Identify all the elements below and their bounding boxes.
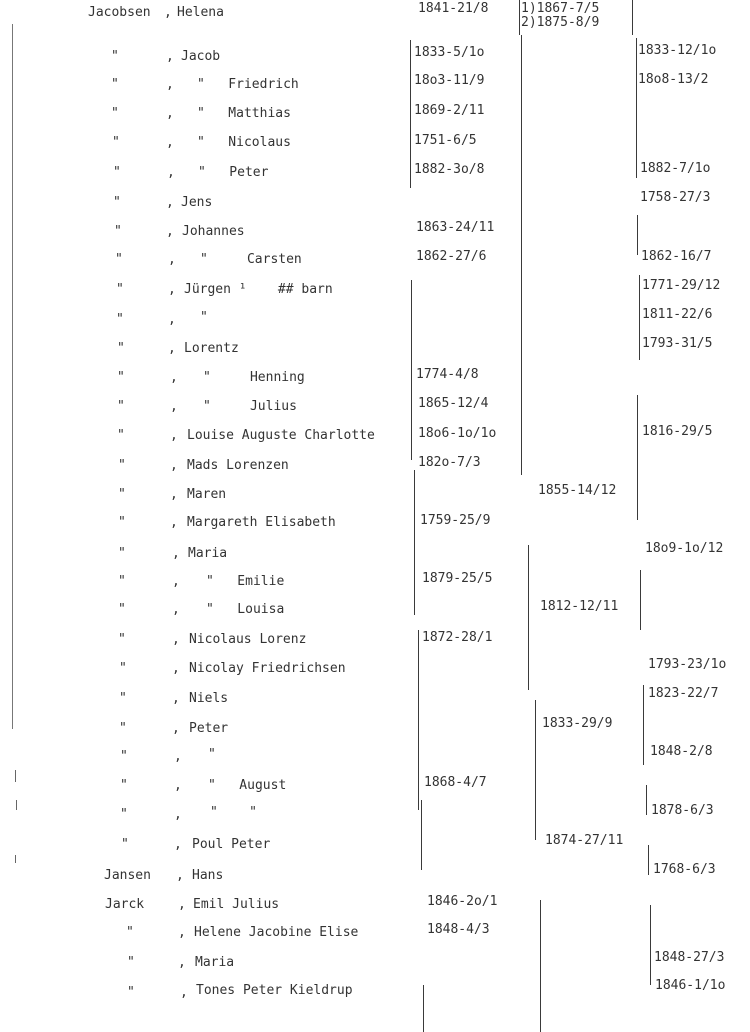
given-name: Helena [177,5,224,20]
date-col1: 1879-25/5 [422,571,493,586]
given-name: Tones Peter Kieldrup [196,983,353,998]
ditto-mark: " [120,778,128,793]
comma: , [170,515,178,530]
col3-rule [632,0,633,35]
col2-rule [519,0,520,35]
date-col2: 1833-29/9 [542,716,613,731]
col3-rule [650,905,651,985]
given-name: Emil Julius [193,897,280,912]
comma: , [178,925,186,940]
col2-rule [535,700,536,840]
date-col1: 1872-28/1 [422,630,493,645]
given-name: " Carsten [200,252,302,267]
given-name: Maria [188,546,228,561]
col3-rule [640,570,641,630]
given-name: " Louisa [206,602,285,617]
comma: , [172,661,180,676]
ditto-mark: " [127,985,135,1000]
comma: , [166,106,174,121]
date-col3: 1882-7/1o [640,161,711,176]
date-col3: 1846-1/1o [655,978,726,993]
ditto-mark: " [117,428,125,443]
comma: , [168,341,176,356]
date-col3: 1816-29/5 [642,424,713,439]
date-col3: 1823-22/7 [648,686,719,701]
surname: Jacobsen [88,5,151,20]
comma: , [166,77,174,92]
date-col3: 1793-31/5 [642,336,713,351]
col2-rule [528,545,529,690]
comma: , [166,224,174,239]
date-col2: 1)1867-7/5 [521,1,600,16]
given-name: Jacob [181,49,221,64]
given-name: Hans [192,868,224,883]
date-col2: 1874-27/11 [545,833,624,848]
given-name: Mads Lorenzen [187,458,289,473]
comma: , [166,195,174,210]
col3-rule [646,785,647,815]
margin-mark [16,800,17,810]
given-name: " Matthias [197,106,291,121]
comma: , [166,49,174,64]
given-name: " [200,310,208,325]
ditto-mark: " [111,49,119,64]
col1-rule [410,40,411,188]
ditto-mark: " [111,106,119,121]
comma: , [168,252,176,267]
comma: , [170,399,178,414]
given-name: Lorentz [184,341,239,356]
given-name: Nicolay Friedrichsen [189,661,346,676]
col3-rule [636,38,637,178]
col1-rule [423,985,424,1032]
ditto-mark: " [118,546,126,561]
comma: , [174,837,182,852]
comma: , [168,282,176,297]
comma: , [178,897,186,912]
col2-rule [521,35,522,475]
ditto-mark: " [115,252,123,267]
date-col3: 1878-6/3 [651,803,714,818]
col3-rule [637,395,638,520]
date-col1: 1774-4/8 [416,367,479,382]
ditto-mark: " [118,574,126,589]
comma: , [172,546,180,561]
date-col2: 1812-12/11 [540,599,619,614]
given-name: Peter [189,721,229,736]
date-col3: 1811-22/6 [642,307,713,322]
date-col3: 18o9-1o/12 [645,541,724,556]
given-name: " Nicolaus [197,135,291,150]
date-col1: 1759-25/9 [420,513,491,528]
date-col3: 1771-29/12 [642,278,721,293]
date-col1: 1846-2o/1 [427,894,498,909]
given-name: Maria [195,955,235,970]
ditto-mark: " [119,661,127,676]
date-col2-second: 2)1875-8/9 [521,15,600,30]
ditto-mark: " [114,224,122,239]
comma: , [172,721,180,736]
comma: , [170,487,178,502]
ditto-mark: " [126,925,134,940]
given-name: Johannes [182,224,245,239]
ditto-mark: " [119,721,127,736]
comma: , [170,370,178,385]
date-col1: 1868-4/7 [424,775,487,790]
ditto-mark: " [117,341,125,356]
given-name: Helene Jacobine Elise [194,925,359,940]
given-name: Nicolaus Lorenz [189,632,307,647]
date-col1: 1863-24/11 [416,220,495,235]
given-name: Margareth Elisabeth [187,515,336,530]
date-col3: 18o8-13/2 [638,72,709,87]
col2-rule [540,900,541,1032]
date-col1: 1882-3o/8 [414,162,485,177]
given-name: Poul Peter [192,837,271,852]
comma: , [176,868,184,883]
given-name: Louise Auguste Charlotte [187,428,375,443]
col3-rule [643,685,644,765]
ditto-mark: " [118,632,126,647]
ditto-mark: " [113,165,121,180]
comma: , [178,955,186,970]
date-col1: 18o6-1o/1o [418,426,497,441]
comma: , [174,749,182,764]
col1-rule [418,630,419,810]
date-col3: 1848-27/3 [654,950,725,965]
comma: , [174,778,182,793]
given-name: " Friedrich [197,77,299,92]
comma: , [164,5,172,20]
comma: , [174,807,182,822]
ditto-mark: " [120,749,128,764]
given-name: " Emilie [206,574,285,589]
surname: Jansen [104,868,151,883]
date-col3: 1793-23/1o [648,657,727,672]
date-col2: 1855-14/12 [538,483,617,498]
date-col1: 1862-27/6 [416,249,487,264]
margin-mark [15,770,16,782]
ditto-mark: " [118,458,126,473]
col1-rule [414,470,415,615]
ditto-mark: " [116,282,124,297]
comma: , [180,985,188,1000]
given-name: " [208,747,216,762]
ditto-mark: " [118,602,126,617]
col3-rule [637,215,638,255]
date-col3: 1768-6/3 [653,862,716,877]
ditto-mark: " [112,135,120,150]
given-name: Jürgen ¹ ## barn [184,282,333,297]
comma: , [170,428,178,443]
date-col3: 1833-12/1o [638,43,717,58]
date-col1: 1848-4/3 [427,922,490,937]
left-margin-rule [12,24,13,729]
comma: , [172,574,180,589]
ditto-mark: " [117,399,125,414]
ditto-mark: " [119,691,127,706]
date-col1: 18o3-11/9 [414,73,485,88]
surname: Jarck [105,897,145,912]
date-col1: 1865-12/4 [418,396,489,411]
ditto-mark: " [111,77,119,92]
col1-rule [421,800,422,870]
ditto-mark: " [116,312,124,327]
ditto-mark: " [113,195,121,210]
comma: , [172,602,180,617]
date-col3: 1758-27/3 [640,190,711,205]
col1-rule [411,280,412,460]
given-name: Jens [181,195,213,210]
date-col1: 182o-7/3 [418,455,481,470]
given-name: " August [208,778,287,793]
ditto-mark: " [121,837,129,852]
given-name: " Peter [198,165,269,180]
given-name: Maren [187,487,227,502]
comma: , [172,691,180,706]
date-col1: 1833-5/1o [414,45,485,60]
date-col1: 1869-2/11 [414,103,485,118]
ditto-mark: " [127,955,135,970]
date-col3: 1848-2/8 [650,744,713,759]
date-col1: 1751-6/5 [414,133,477,148]
col3-rule [639,275,640,360]
given-name: " Julius [203,399,297,414]
ditto-mark: " [120,807,128,822]
col3-rule [648,845,649,875]
comma: , [172,632,180,647]
date-col1: 1841-21/8 [418,1,489,16]
date-col3: 1862-16/7 [641,249,712,264]
comma: , [168,312,176,327]
ditto-mark: " [118,515,126,530]
given-name: " Henning [203,370,305,385]
given-name: " " [210,805,257,820]
comma: , [166,135,174,150]
ditto-mark: " [118,487,126,502]
margin-mark [15,855,16,863]
comma: , [167,165,175,180]
ditto-mark: " [117,370,125,385]
comma: , [170,458,178,473]
given-name: Niels [189,691,229,706]
